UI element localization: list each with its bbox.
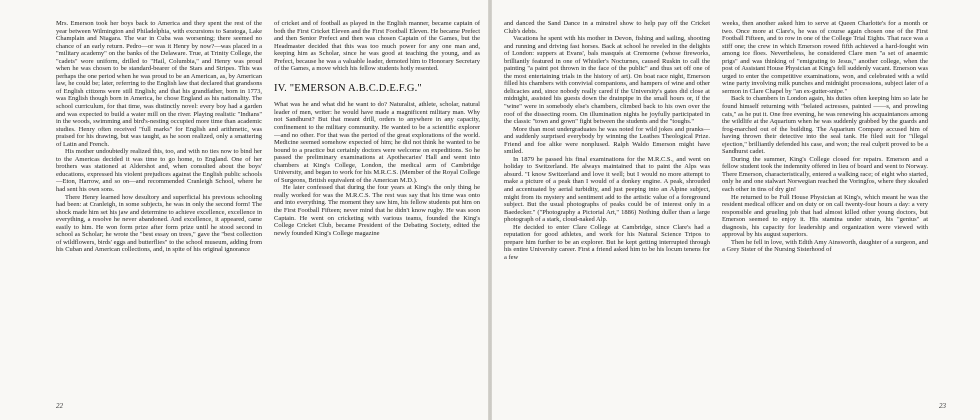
paragraph: What was he and what did he want to do? Naturalist, athlete, scholar, natural leader of men, writer: he would have made a magnificent military man. Why not Sandhurst? But that meant drill, orders to anywhere in any capacity, confinement to the military community. He wanted to be a scientific explorer—and no other. For that was the period of the great explorations of the world. Medicine seemed somehow expected of him; he did not think he wanted to be bound to a practice but certainly doctors were welcome on expeditions. So he passed the preliminary examinations at Apothecaries' Hall and went into chambers at King's College, London, the medical arm of Cambridge University, and began to work for his M.R.C.S. (Member of the Royal College of Surgeons, British equivalent of the American M.D.).: [274, 101, 480, 184]
left-page: [0, 0, 488, 420]
section-heading: IV. "EMERSON A.B.C.D.E.F.G.": [274, 82, 422, 94]
paragraph: During the summer, King's College closed for repairs. Emerson and a fellow student took the indemnity offered in lieu of board and went to Norway. There Emerson, characteristically, entered a walking race; of eight who started, only he and one stalwart Norwegian reached the Voringfos, where they skoaled each other in tins of dry gin!: [722, 155, 928, 194]
paragraph: More than most undergraduates he was noted for wild jokes and pranks—and suddenly surprised everybody by winning the Leathes Theological Prize. Friend and foe alike were nonplused. Ralph Waldo Emerson might have smiled.: [504, 125, 710, 156]
right-page-column-2: [722, 20, 928, 398]
left-page-column-2: [274, 20, 480, 398]
paragraph: Mrs. Emerson took her boys back to America and they spent the rest of the year between Wilmington and Philadelphia, with excursions to Saratoga, Lake Champlain and Niagara. The war in Cuba was worsening; there seemed no chance of an early return. Pedro—or was it Henry by now?—was placed in a "military academy" on the banks of the Delaware. True, at Trinity College, the "cadets" wore uniform, drilled to "Hail, Columbia," and Henry was proud when he was chosen to be standard-bearer of the Stars and Stripes. This was perhaps the one period when he was proud to be an American, as, by American law, he could be; later, referring to the English law that declared that grandsons of English citizens were still English; and that his grandfather, born in 1773, was English though born in America, he chose England as his nationality. The school curriculum, for that time, was distinctly novel: every boy had a garden and was expected to build a water mill on the river. Playing realistic "Indians" in the woods, swimming and bird's-nesting occupied more time than academic studies. Henry often received "full marks" for English and arithmetic, was praised for his drawing, but was taught, as he soon realized, only a smattering of Latin and French.: [56, 20, 262, 148]
right-page-column-1: [504, 20, 710, 398]
paragraph: In 1879 he passed his final examinations for the M.R.C.S., and went on holiday to Switzerland. He always maintained that to paint the Alps was absurd. "I know Switzerland and love it well; but I would no more attempt to make a picture of a peak than I would of a donkey engine. A peak, shrouded and accentuated by aerial turbidity, and just peeping into an Alpine subject, might from its mystery and sentiment add to the artistic value of a foreground subject. But the usual photographs of peaks could be of interest only in a Baedecker." ("Photography a Pictorial Art," 1886) Nothing duller than a large photograph of a stark, cloud-naked Alp.: [504, 155, 710, 224]
paragraph: His mother undoubtedly realized this, too, and with no ties now to bind her to the Americas decided it was time to go home, to England. One of her brothers was stationed at Aldershot and, when consulted about the boys' educations, expressed his violent prejudices against the English public schools—Eton, Harrow, and so on—and recommended Cranleigh School, where he had sent his own sons.: [56, 148, 262, 194]
page-number: 23: [939, 402, 946, 410]
paragraph: Then he fell in love, with Edith Amy Ainsworth, daughter of a surgeon, and a Grey Sister of the Nursing Sisterhood of: [722, 238, 928, 254]
paragraph: Vacations he spent with his mother in Devon, fishing and sailing, shooting and running and driving fast horses. Back at school he reveled in the delights of London: suppers at Evans', bals masqués at Cremorne (whose fireworks, brilliantly featured in one of Whistler's Nocturnes, caused Ruskin to call the painting "a paint pot thrown in the face of the public" and thus set off one of the most entertaining trials in the history of art). On boat race night, Emerson filled his chambers with convivial companions, and hampers of wine and other delicacies and, since nobody really cared if the University's gates did close at midnight, assisted his guests down the drainpipe in the small hours or, if the "wine" were in somebody else's chambers, climbed back to his own over the roof of the dissecting room. On illumination nights he joyfully participated in the classic "town and gown" fight between the students and the "toughs.": [504, 35, 710, 126]
paragraph: There Henry learned how desultory and superficial his previous schooling had been: at Cranleigh, in some subjects, he was in only the second form! The shock made him set his jaw and determine to achieve excellence, excellence in everything, a resolve he never abandoned. And excellence, it appeared, came easily to him. He won form prize after form prize until he stood second in school as Scholar; he wrote the "best essay on trees," gave the "best collection of wildflowers, birds' eggs and butterflies" to the school museum, adding from his Cuban and American collections, and, in spite of his original ignorance: [56, 193, 262, 254]
right-page: [492, 0, 980, 420]
page-number: 22: [56, 402, 63, 410]
paragraph: of cricket and of football as played in the English manner, became captain of both the First Cricket Eleven and the First Football Eleven. He became Prefect and then Senior Prefect and then was chosen Captain of the Games, but the Headmaster decided that this was too much power for any one man and, keeping him as Scholar, since he was good at teaching the young, and as Prefect, because he was a valuable leader, demoted him to Honorary Secretary of the Games, a move which his fellow students hotly resented.: [274, 20, 480, 73]
paragraph: Back to chambers in London again, his duties often keeping him so late he found himself returning with "belated actresses, painted ——s, and prowling cats," as he put it. One free evening, he was renewing his acquaintances among the wildlife at the Aquarium when he was suddenly grabbed by the guards and frog-marched out of the building. The Aquarium Company accused him of having thrown their detective into the seal tank. He filed suit for "illegal ejection," brilliantly defended his case, and won; the real culprit proved to be a Sandhurst cadet.: [722, 95, 928, 156]
paragraph: He returned to be Full House Physician at King's, which meant he was the resident medical officer and on duty or on call twenty-four hours a day: a very responsible and grueling job that had almost killed other young doctors, but Emerson seemed to enjoy it. His stamina under strain, his "genius" at diagnosis, his capacity for leadership and organization were viewed with approval by his august superiors.: [722, 193, 928, 239]
paragraph: He later confessed that during the four years at King's the only thing he really worked for was the M.R.C.S. The rest was say that his time was onto and into everything. The moment they saw him, his fellow students put him on the First Football Fifteen; never mind that he didn't know rugby. He was soon Captain. He went on cricketing with various teams, founded the King's College Cricket Club, became President of the Debating Society, edited the newly founded King's College magazine: [274, 184, 480, 237]
paragraph: weeks, then another asked him to serve at Queen Charlotte's for a month or two. Once more at Clare's, he was of course again chosen one of the First Football Fifteen, and to row in one of the College Trial Eights. That race was a stiff one; the crew in which Emerson rowed fifth achieved a hard-fought win among ice floes. Nevertheless, he considered Clare men "a set of anaemic prigs" and was thinking of "emigrating to Jesus," another college, when the post of Assistant House Physician at King's fell suddenly vacant. Emerson was urged to enter the competitive examinations, won, and celebrated with a wild wine party involving milk punches and midnight processions, subject later of a sermon in Clare Chapel by "an ex-gutter-snipe.": [722, 20, 928, 95]
paragraph: and danced the Sand Dance in a minstrel show to help pay off the Cricket Club's debts.: [504, 20, 710, 35]
paragraph: He decided to enter Clare College at Cambridge, since Clare's had a reputation for good athletes, and work for his Natural Science Tripos to prepare him further to be an explorer. But he kept getting interrupted through his entire University career. First a friend asked him to be his locum tenens for a few: [504, 223, 710, 261]
left-page-column-1: [56, 20, 262, 398]
